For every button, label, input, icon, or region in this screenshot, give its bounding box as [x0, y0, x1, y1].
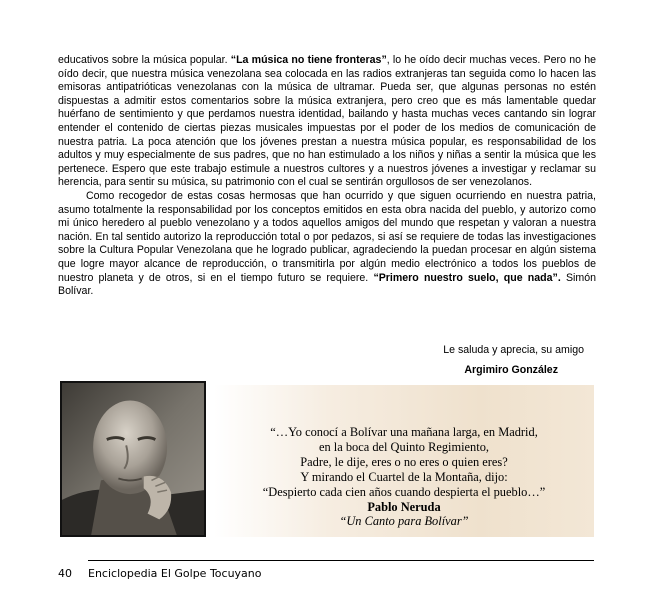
body-text [58, 54, 596, 299]
page-footer [58, 567, 262, 581]
quote-line: Y mirando el Cuartel de la Montaña, dijo: [300, 469, 508, 484]
neruda-quote-box [214, 385, 594, 537]
portrait-photo [60, 381, 206, 537]
signoff [443, 344, 584, 377]
bold-quote-fronteras: “La música no tiene fronteras” [230, 54, 387, 66]
portrait-image [62, 383, 204, 535]
paragraph-1: educativos sobre la música popular. “La música no tiene fronteras”, lo he oído decir muchas veces. Pero no he oído decir, que nuestra música venezolana sea colocada en las radios extranjeras tan seguida como lo hacen las emisoras antipatrióticas venezolanas con la música de ultramar. Pueda ser, que algunas personas no estén dispuestas a admitir estos comentarios sobre la música extranjera, pero creo que es más lamentable quedar huérfano de sentimiento y que perdamos nuestra identidad, bailando y hasta muchas veces cantando sin lograr entender el contenido de ciertas piezas musicales impuestas por el poder de los medios de comunicación de nuestra patria. La poca atención que los jóvenes prestan a nuestra música popular, es responsabilidad de los adultos y muy especialmente de sus padres, que no han estimulado a los niños y niñas a sentir la música que les pertenece. Espero que este trabajo estimule a nuestros cultores y a nuestros jóvenes a investigar y reclamar su herencia, para sentir su música, su patrimonio con el cual se sentirán orgullosos de ser venezolanos. [58, 54, 596, 189]
paragraph-2: Como recogedor de estas cosas hermosas que han ocurrido y que siguen ocurriendo en nuestra patria, asumo totalmente la responsabilidad por los conceptos emitidos en esta obra nacida del pueblo, y autorizo como mi único heredero al pueblo venezolano y a todos aquellos amigos del mundo que respetan y valoran a nuestra nación. En tal sentido autorizo la reproducción total o por pedazos, si así se requiere de todas las investigaciones sobre la Cultura Popular Venezolana que he logrado publicar, agradeciendo la puedan procesar en algún sistema que logre mayor alcance de reproducción, o transmitirla por algún medio electrónico a todos los pueblos de nuestro planeta y de otros, si en el tiempo futuro se requiere. “Primero nuestro suelo, que nada”. Simón Bolívar. [58, 189, 596, 298]
footer-divider [88, 560, 594, 561]
bold-quote-suelo: “Primero nuestro suelo, que nada”. [373, 271, 561, 284]
quote-source: “Un Canto para Bolívar” [339, 514, 469, 529]
quote-line: en la boca del Quinto Regimiento, [319, 439, 489, 454]
quote-author: Pablo Neruda [367, 499, 441, 514]
quote-line: Padre, le dije, eres o no eres o quien eres? [300, 454, 508, 469]
page-number: 40 [58, 567, 72, 580]
footer-title: Enciclopedia El Golpe Tocuyano [88, 567, 262, 580]
signoff-name: Argimiro González [464, 363, 558, 376]
quote-lines [214, 425, 594, 529]
quote-line: “Despierto cada cien años cuando despierta el pueblo…” [262, 484, 546, 499]
signoff-greeting: Le saluda y aprecia, su amigo [443, 344, 584, 356]
quote-line: “…Yo conocí a Bolívar una mañana larga, en Madrid, [270, 425, 538, 439]
